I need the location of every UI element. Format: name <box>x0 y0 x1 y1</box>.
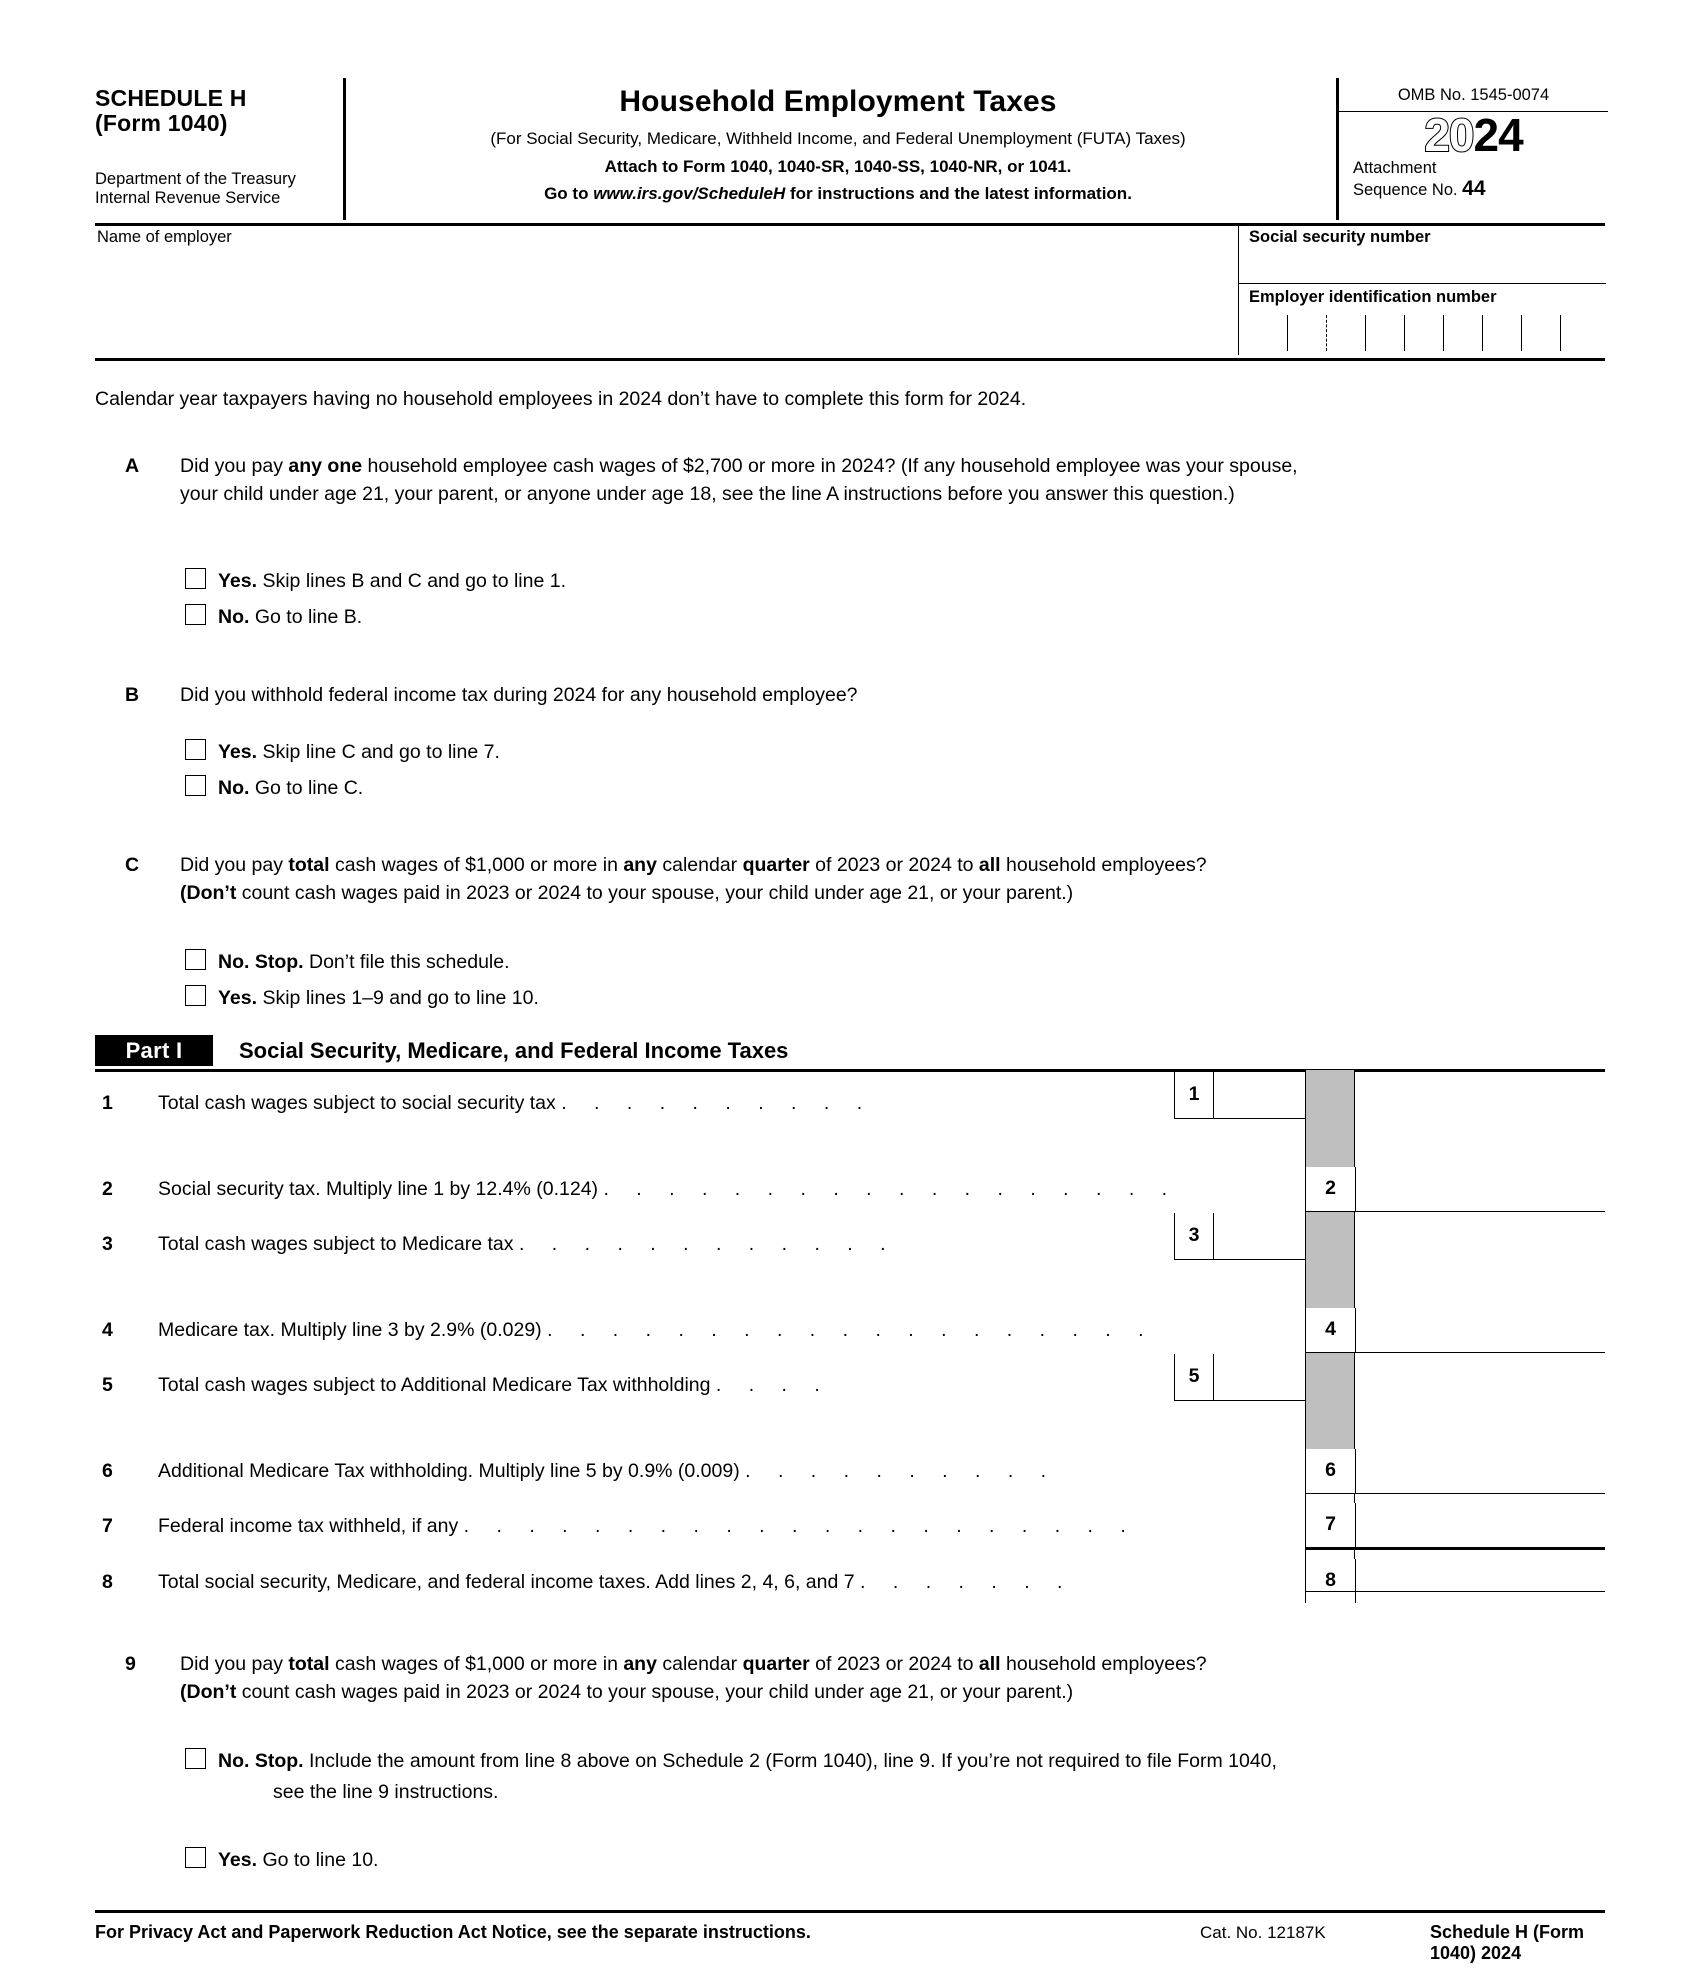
question-a-letter: A <box>125 455 140 477</box>
question-c-yes-checkbox[interactable] <box>185 983 220 1014</box>
line-4-box-number: 4 <box>1305 1308 1356 1352</box>
form-header <box>95 78 1605 226</box>
line-9-no-label: No. Stop. Include the amount from line 8 above on Schedule 2 (Form 1040), line 9. If you’re not required to file Form 1040, see the line 9 instructions. <box>218 1746 1608 1808</box>
ssn-label: Social security number <box>1249 228 1431 246</box>
goto-instruction <box>343 184 1333 204</box>
line-6-box-number: 6 <box>1305 1449 1356 1493</box>
checkbox-icon[interactable] <box>185 1748 206 1769</box>
leader-dots: . . . . . . . . . . <box>745 1460 1058 1482</box>
line-number-2: 2 <box>102 1178 113 1200</box>
question-b-yes-label: Yes. Skip line C and go to line 7. <box>218 741 500 763</box>
ein-digit-box[interactable] <box>1522 315 1561 351</box>
attachment-label-line2: Sequence No. 44 <box>1353 176 1486 200</box>
ein-digit-box[interactable] <box>1366 315 1405 351</box>
question-c-text: Did you pay total cash wages of $1,000 or more in any calendar quarter of 2023 or 2024 to all household employees? (Don’t count cash wages paid in 2023 or 2024 to your spouse, your child under age 21, or your parent.) <box>180 851 1605 907</box>
question-b-no-checkbox[interactable] <box>185 773 220 804</box>
ein-digit-box[interactable] <box>1288 315 1327 351</box>
line-label-8: Total social security, Medicare, and federal income taxes. Add lines 2, 4, 6, and 7 . . . . . . . <box>158 1571 1074 1593</box>
question-a-no-label: No. Go to line B. <box>218 606 363 628</box>
leader-dots: . . . . . . . . . . . . . . . . . . <box>603 1178 1179 1200</box>
attach-instruction: Attach to Form 1040, 1040-SR, 1040-SS, 1040-NR, or 1041. <box>604 157 1072 176</box>
attachment-sequence <box>1339 159 1608 200</box>
line-row-4 <box>95 1308 1605 1352</box>
leader-dots: . . . . . . . . . . . . <box>518 1233 897 1255</box>
line-5-entry[interactable] <box>1174 1354 1305 1401</box>
header-center-block <box>343 78 1333 220</box>
form-identifier: Schedule H (Form 1040) 2024 <box>1430 1922 1585 1963</box>
question-b-text: Did you withhold federal income tax during 2024 for any household employee? <box>180 684 858 706</box>
line-8-box-number: 8 <box>1305 1559 1356 1603</box>
department-line1: Department of the Treasury <box>95 170 296 188</box>
ein-digit-box[interactable] <box>1327 315 1366 351</box>
privacy-notice: For Privacy Act and Paperwork Reduction Act Notice, see the separate instructions. <box>95 1922 811 1942</box>
employer-name-label: Name of employer <box>97 228 232 246</box>
ein-digit-grid[interactable] <box>1249 315 1599 351</box>
tax-year-century: 20 <box>1424 109 1474 161</box>
leader-dots: . . . . . . . <box>860 1571 1074 1593</box>
question-a-no-checkbox[interactable] <box>185 602 220 633</box>
line-9-text: Did you pay total cash wages of $1,000 or more in any calendar quarter of 2023 or 2024 to all household employees? (Don’t count cash wages paid in 2023 or 2024 to your spouse, your child under age 21, or your parent.) <box>180 1650 1605 1706</box>
line-8-amount-rule <box>1305 1591 1605 1592</box>
department-line2: Internal Revenue Service <box>95 189 281 207</box>
header-right-block <box>1336 78 1608 220</box>
line-label-1: Total cash wages subject to social security tax . . . . . . . . . . <box>158 1092 874 1114</box>
line-1-entry[interactable] <box>1174 1072 1305 1119</box>
irs-url[interactable]: www.irs.gov/ScheduleH <box>593 184 786 203</box>
identity-right-cells <box>1238 223 1606 355</box>
ein-digit-box[interactable] <box>1444 315 1483 351</box>
line-number-5: 5 <box>102 1374 113 1396</box>
leader-dots: . . . . . . . . . . . . . . . . . . . <box>547 1319 1155 1341</box>
question-c-no-label: No. Stop. Don’t file this schedule. <box>218 951 510 973</box>
line-row-3 <box>95 1211 1605 1308</box>
line-9-number: 9 <box>125 1653 136 1675</box>
question-b-letter: B <box>125 684 140 706</box>
part-1-header <box>95 1035 1605 1072</box>
line-label-2: Social security tax. Multiply line 1 by 12.4% (0.124) . . . . . . . . . . . . . . . . . . <box>158 1178 1179 1200</box>
attachment-label-line1: Attachment <box>1353 159 1437 177</box>
schedule-title <box>95 78 343 136</box>
checkbox-icon[interactable] <box>185 775 206 796</box>
line-row-5 <box>95 1352 1605 1449</box>
attachment-number: 44 <box>1462 176 1486 200</box>
question-a-yes-checkbox[interactable] <box>185 566 220 597</box>
checkbox-icon[interactable] <box>185 568 206 589</box>
line-1-box-number: 1 <box>1174 1072 1214 1118</box>
line-9-no-checkbox[interactable] <box>185 1746 220 1777</box>
question-a-yes-label: Yes. Skip lines B and C and go to line 1. <box>218 570 566 592</box>
question-a-text-line2: your child under age 21, your parent, or anyone under age 18, see the line A instructions before you answer this question.) <box>180 483 1235 505</box>
line-number-6: 6 <box>102 1460 113 1482</box>
question-b-yes-checkbox[interactable] <box>185 737 220 768</box>
omb-number: OMB No. 1545-0074 <box>1339 78 1608 112</box>
question-c-yes-label: Yes. Skip lines 1–9 and go to line 10. <box>218 987 539 1009</box>
question-c-no-checkbox[interactable] <box>185 947 220 978</box>
schedule-title-line2: (Form 1040) <box>95 110 228 136</box>
employer-name-cell[interactable] <box>95 223 1238 355</box>
line-9-text-line2: (Don’t count cash wages paid in 2023 or 2024 to your spouse, your child under age 21, or your parent.) <box>180 1681 1074 1703</box>
line-9-yes-label: Yes. Go to line 10. <box>218 1849 379 1871</box>
checkbox-icon[interactable] <box>185 985 206 1006</box>
line-2-box-number: 2 <box>1305 1167 1356 1211</box>
line-number-8: 8 <box>102 1571 113 1593</box>
line-7-box-number: 7 <box>1305 1503 1356 1547</box>
ssn-cell[interactable] <box>1239 223 1606 284</box>
question-a-text: Did you pay any one household employee cash wages of $2,700 or more in 2024? (If any household employee was your spouse, your child under age 21, your parent, or anyone under age 18, see the line A instructions before you answer this question.) <box>180 452 1605 508</box>
question-c-text-line2: (Don’t count cash wages paid in 2023 or 2024 to your spouse, your child under age 21, or your parent.) <box>180 882 1074 904</box>
line-number-3: 3 <box>102 1233 113 1255</box>
line-label-4: Medicare tax. Multiply line 3 by 2.9% (0.029) . . . . . . . . . . . . . . . . . . . <box>158 1319 1155 1341</box>
line-3-box-number: 3 <box>1174 1213 1214 1259</box>
ein-label: Employer identification number <box>1249 288 1497 306</box>
line-row-8 <box>95 1549 1605 1593</box>
line-label-6: Additional Medicare Tax withholding. Multiply line 5 by 0.9% (0.009) . . . . . . . . . . <box>158 1460 1058 1482</box>
line-9-no-label-cont: see the line 9 instructions. <box>273 1781 499 1803</box>
checkbox-icon[interactable] <box>185 604 206 625</box>
leader-dots: . . . . . . . . . . . . . . . . . . . . . <box>463 1515 1137 1537</box>
goto-suffix: for instructions and the latest information. <box>785 184 1132 203</box>
catalog-number: Cat. No. 12187K <box>1200 1923 1326 1942</box>
checkbox-icon[interactable] <box>185 739 206 760</box>
form-footer <box>95 1910 1605 1963</box>
ein-digit-box[interactable] <box>1561 315 1599 351</box>
checkbox-icon[interactable] <box>185 949 206 970</box>
line-row-6 <box>95 1449 1605 1493</box>
part-1-title: Social Security, Medicare, and Federal Income Taxes <box>239 1038 789 1063</box>
tax-year <box>1339 109 1608 161</box>
intro-note: Calendar year taxpayers having no household employees in 2024 don’t have to complete this form for 2024. <box>95 388 1027 410</box>
form-subtitle: (For Social Security, Medicare, Withheld Income, and Federal Unemployment (FUTA) Taxes) <box>490 129 1186 148</box>
line-number-1: 1 <box>102 1092 113 1114</box>
schedule-title-line1: SCHEDULE H <box>95 85 247 111</box>
line-row-2 <box>95 1167 1605 1211</box>
line-9-yes-checkbox[interactable] <box>185 1845 220 1876</box>
part-1-tag: Part I <box>95 1035 213 1066</box>
goto-prefix: Go to <box>544 184 594 203</box>
question-b-no-label: No. Go to line C. <box>218 777 364 799</box>
identity-block <box>95 223 1605 361</box>
ein-digit-box[interactable] <box>1249 315 1288 351</box>
ein-digit-box[interactable] <box>1405 315 1444 351</box>
line-3-entry[interactable] <box>1174 1213 1305 1260</box>
line-5-box-number: 5 <box>1174 1354 1214 1400</box>
agency-block <box>95 170 343 208</box>
leader-dots: . . . . . . . . . . <box>561 1092 874 1114</box>
ein-cell[interactable] <box>1239 284 1606 355</box>
line-row-7 <box>95 1493 1605 1547</box>
header-left-block <box>95 78 346 220</box>
line-number-4: 4 <box>102 1319 113 1341</box>
form-title: Household Employment Taxes <box>619 85 1057 118</box>
line-label-5: Total cash wages subject to Additional Medicare Tax withholding . . . . <box>158 1374 831 1396</box>
line-row-1 <box>95 1070 1605 1167</box>
line-label-3: Total cash wages subject to Medicare tax . . . . . . . . . . . . <box>158 1233 897 1255</box>
tax-year-short: 24 <box>1473 109 1523 161</box>
leader-dots: . . . . <box>715 1374 831 1396</box>
line-label-7: Federal income tax withheld, if any . . . . . . . . . . . . . . . . . . . . . <box>158 1515 1137 1537</box>
ein-digit-box[interactable] <box>1483 315 1522 351</box>
question-c-letter: C <box>125 854 140 876</box>
checkbox-icon[interactable] <box>185 1847 206 1868</box>
line-number-7: 7 <box>102 1515 113 1537</box>
